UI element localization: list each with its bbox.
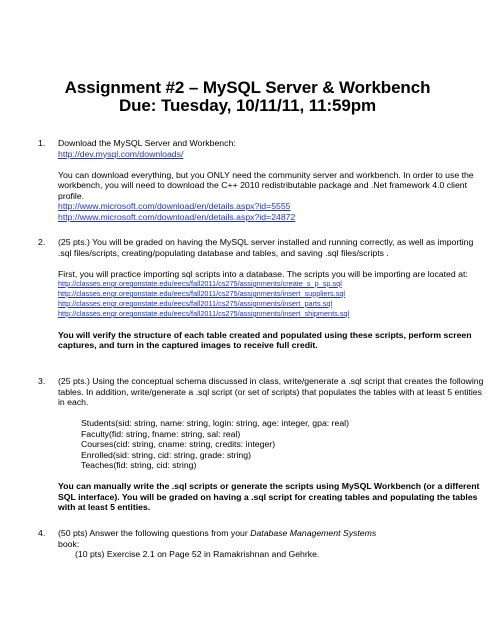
item-number: 1. — [38, 138, 46, 148]
schema-enrolled: Enrolled(sid: string, cid: string, grade: string) — [81, 449, 251, 460]
item-number: 3. — [38, 376, 46, 386]
item-number: 4. — [38, 528, 46, 538]
item-1-paragraph: You can download everything, but you ONLY need the community server and workbench. In order to use the workbench, you will need to download the C++ 2010 redistributable package and .Net framework 4.0 client profile. — [58, 169, 474, 201]
item-1 — [38, 138, 488, 222]
schema-teaches: Teaches(fid: string, cid: string) — [81, 460, 197, 470]
item-2 — [38, 237, 488, 351]
schema-courses: Courses(cid: string, cname: string, credits: integer) — [81, 439, 276, 449]
item-4 — [38, 528, 488, 560]
book-title: Database Management Systems — [250, 528, 377, 538]
script-link-create[interactable]: http://classes.engr.oregonstate.edu/eecs/fall2011/cs275/assignments/create_s_p_sp.sql — [58, 279, 342, 288]
item-4-text-cont: book: — [58, 538, 80, 549]
item-3-paragraph: (25 pts.) Using the conceptual schema discussed in class, write/generate a .sql script that creates the following tables. In addition, write/generate a .sql script (or set of scripts) that populates the tables with at least 5 entities in each. — [58, 376, 484, 407]
microsoft-download-link-2[interactable]: http://www.microsoft.com/download/en/details.aspx?id=24872 — [58, 211, 296, 222]
script-link-parts[interactable]: http://classes.engr.oregonstate.edu/eecs/fall2011/cs275/assignments/insert_parts.sql — [58, 299, 333, 308]
mysql-downloads-link[interactable]: http://dev.mysql.com/downloads/ — [58, 148, 184, 159]
schema-faculty: Faculty(fid: string, fname: string, sal: real) — [81, 428, 241, 439]
due-date-title: Due: Tuesday, 10/11/11, 11:59pm — [118, 96, 377, 115]
item-2-bold-instructions: You will verify the structure of each table created and populated using these scripts, perform screen captures, and turn in the captured images to receive full credit. — [58, 329, 472, 350]
item-4-exercise: (10 pts) Exercise 2.1 on Page 52 in Ramakrishnan and Gehrke. — [75, 549, 320, 559]
script-link-suppliers[interactable]: http://classes.engr.oregonstate.edu/eecs/fall2011/cs275/assignments/insert_suppliers.sql — [58, 289, 346, 298]
script-link-shipments[interactable]: http://classes.engr.oregonstate.edu/eecs/fall2011/cs275/assignments/insert_shipments.sql — [58, 309, 350, 318]
item-1-text: Download the MySQL Server and Workbench: — [58, 138, 236, 148]
item-4-text: (50 pts) Answer the following questions from your Database Management Systems — [58, 528, 377, 538]
schema-students: Students(sid: string, name: string, login: string, age: integer, gpa: real) — [81, 418, 350, 428]
item-2-paragraph-2: First, you will practice importing sql scripts into a database. The scripts you will be importing are located at: — [58, 268, 468, 279]
schema-list — [58, 418, 488, 471]
item-number: 2. — [38, 237, 46, 247]
item-3-bold-instructions: You can manually write the .sql scripts or generate the scripts using MySQL Workbench (or a different SQL interface). You will be graded on having a .sql script for creating tables and populating the tables with at least 5 entities. — [58, 481, 480, 512]
microsoft-download-link-1[interactable]: http://www.microsoft.com/download/en/details.aspx?id=5555 — [58, 201, 291, 211]
item-2-paragraph: (25 pts.) You will be graded on having the MySQL server installed and running correctly, as well as importing .sql files/scripts, creating/populating database and tables, and saving .sql files/scripts . — [58, 237, 474, 258]
assignment-title: Assignment #2 – MySQL Server & Workbench — [64, 78, 431, 97]
item-3 — [38, 376, 488, 513]
